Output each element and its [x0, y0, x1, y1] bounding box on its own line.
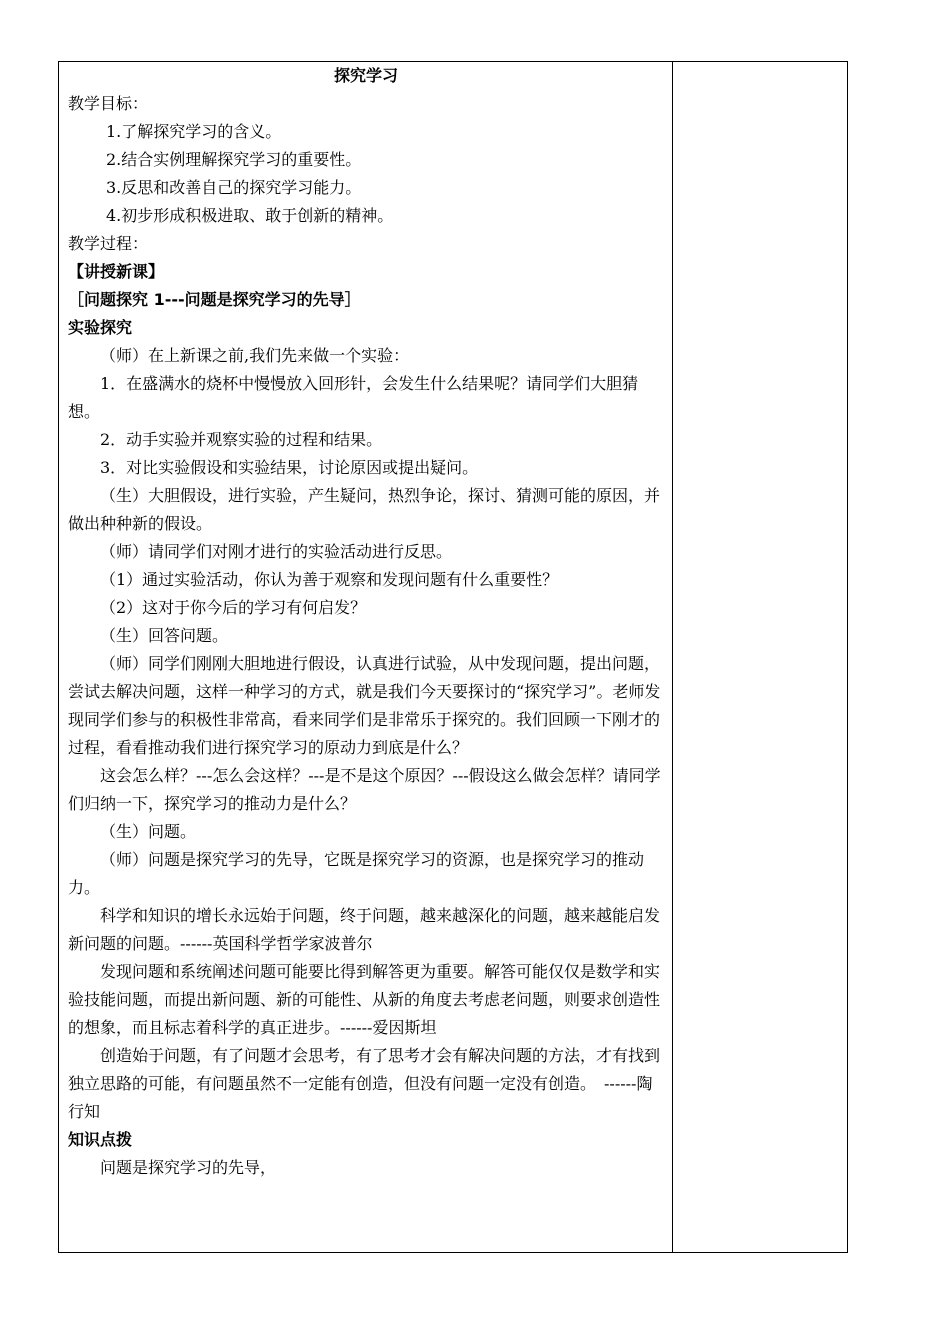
paragraph: （师）在上新课之前,我们先来做一个实验：	[100, 346, 410, 365]
knowledge-heading: 知识点拨	[68, 1130, 133, 1149]
paragraph: （师）同学们刚刚大胆地进行假设，认真进行试验，从中发现问题，提出问题，尝试去解决问题，这样一种学习的方式，就是我们今天要探讨的“探究学习”。老师发现同学们参与的积极性非常高，看来同学们是非常乐于探究的。我们回顾一下刚才的过程，看看推动我们进行探究学习的原动力到底是什么？	[68, 654, 661, 757]
goal-item: 3.反思和改善自己的探究学习能力。	[106, 178, 362, 197]
paragraph: （师）请同学们对刚才进行的实验活动进行反思。	[100, 542, 453, 561]
paragraph: （生）大胆假设，进行实验，产生疑问，热烈争论，探讨、猜测可能的原因，并做出种种新的假设。	[68, 486, 661, 533]
paragraph: 3．对比实验假设和实验结果，讨论原因或提出疑问。	[100, 458, 479, 477]
paragraph: （生）问题。	[100, 822, 197, 841]
knowledge-text: 问题是探究学习的先导，	[100, 1158, 277, 1177]
section-heading: 【讲授新课】	[68, 262, 165, 281]
quote-tao-xingzhi: 创造始于问题，有了问题才会思考，有了思考才会有解决问题的方法，才有找到独立思路的可能，有问题虽然不一定能有创造，但没有问题一定没有创造。 ------陶行知	[68, 1046, 661, 1121]
quote-popper: 科学和知识的增长永远始于问题，终于问题，越来越深化的问题，越来越能启发新问题的问题。------英国科学哲学家波普尔	[68, 906, 661, 953]
page-title: 探究学习	[333, 66, 398, 85]
paragraph: 1．在盛满水的烧杯中慢慢放入回形针，会发生什么结果呢？请同学们大胆猜想。	[68, 374, 639, 421]
goal-item: 4.初步形成积极进取、敢于创新的精神。	[106, 206, 394, 225]
experiment-heading: 实验探究	[68, 318, 133, 337]
paragraph: （生）回答问题。	[100, 626, 229, 645]
paragraph: （2）这对于你今后的学习有何启发？	[100, 598, 367, 617]
paragraph: 2．动手实验并观察实验的过程和结果。	[100, 430, 383, 449]
process-heading: 教学过程：	[68, 234, 149, 253]
topic-heading: ［问题探究 1---问题是探究学习的先导］	[68, 290, 361, 309]
lesson-content	[68, 62, 664, 1182]
column-divider	[672, 61, 673, 1253]
paragraph: （1）通过实验活动，你认为善于观察和发现问题有什么重要性？	[100, 570, 559, 589]
goal-item: 2.结合实例理解探究学习的重要性。	[106, 150, 362, 169]
paragraph: 这会怎么样？---怎么会这样？---是不是这个原因？---假设这么做会怎样？请同学们归纳一下，探究学习的推动力是什么？	[68, 766, 661, 813]
quote-einstein: 发现问题和系统阐述问题可能要比得到解答更为重要。解答可能仅仅是数学和实验技能问题，而提出新问题、新的可能性、从新的角度去考虑老问题，则要求创造性的想象，而且标志着科学的真正进步。------爱因斯坦	[68, 962, 661, 1037]
goals-heading: 教学目标：	[68, 94, 149, 113]
paragraph: （师）问题是探究学习的先导，它既是探究学习的资源，也是探究学习的推动力。	[68, 850, 645, 897]
goal-item: 1.了解探究学习的含义。	[106, 122, 282, 141]
